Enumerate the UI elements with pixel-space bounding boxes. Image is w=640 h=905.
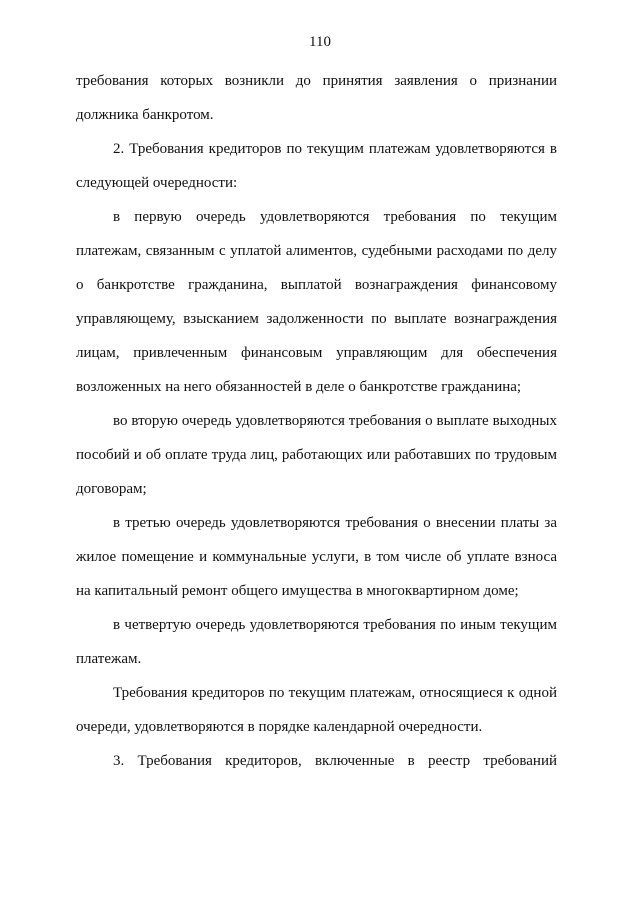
paragraph-second-priority: во вторую очередь удовлетворяются требования о выплате выходных пособий и об оплате труда лиц, работающих или работавших по трудовым договорам; [76, 413, 557, 497]
paragraph-clause-3: 3. Требования кредиторов, включенные в реестр требований [113, 753, 557, 769]
paragraph-clause-2: 2. Требования кредиторов по текущим платежам удовлетворяются в следующей очередности: [76, 141, 557, 191]
document-body [76, 64, 557, 778]
page-number: 110 [309, 34, 331, 50]
paragraph-continuation: требования которых возникли до принятия заявления о признании должника банкротом. [76, 73, 557, 123]
paragraph-first-priority: в первую очередь удовлетворяются требования по текущим платежам, связанным с уплатой алиментов, судебными расходами по делу о банкротстве гражданина, выплатой вознаграждения финансовому управляющему, взысканием задолженности по выплате вознаграждения лицам, привлеченным финансовым управляющим для обеспечения возложенных на него обязанностей в деле о банкротстве гражданина; [76, 209, 557, 395]
paragraph-calendar-order: Требования кредиторов по текущим платежам, относящиеся к одной очереди, удовлетворяются в порядке календарной очередности. [76, 685, 557, 735]
paragraph-fourth-priority: в четвертую очередь удовлетворяются требования по иным текущим платежам. [76, 617, 557, 667]
paragraph-third-priority: в третью очередь удовлетворяются требования о внесении платы за жилое помещение и коммунальные услуги, в том числе об уплате взноса на капитальный ремонт общего имущества в многоквартирном доме; [76, 515, 557, 599]
